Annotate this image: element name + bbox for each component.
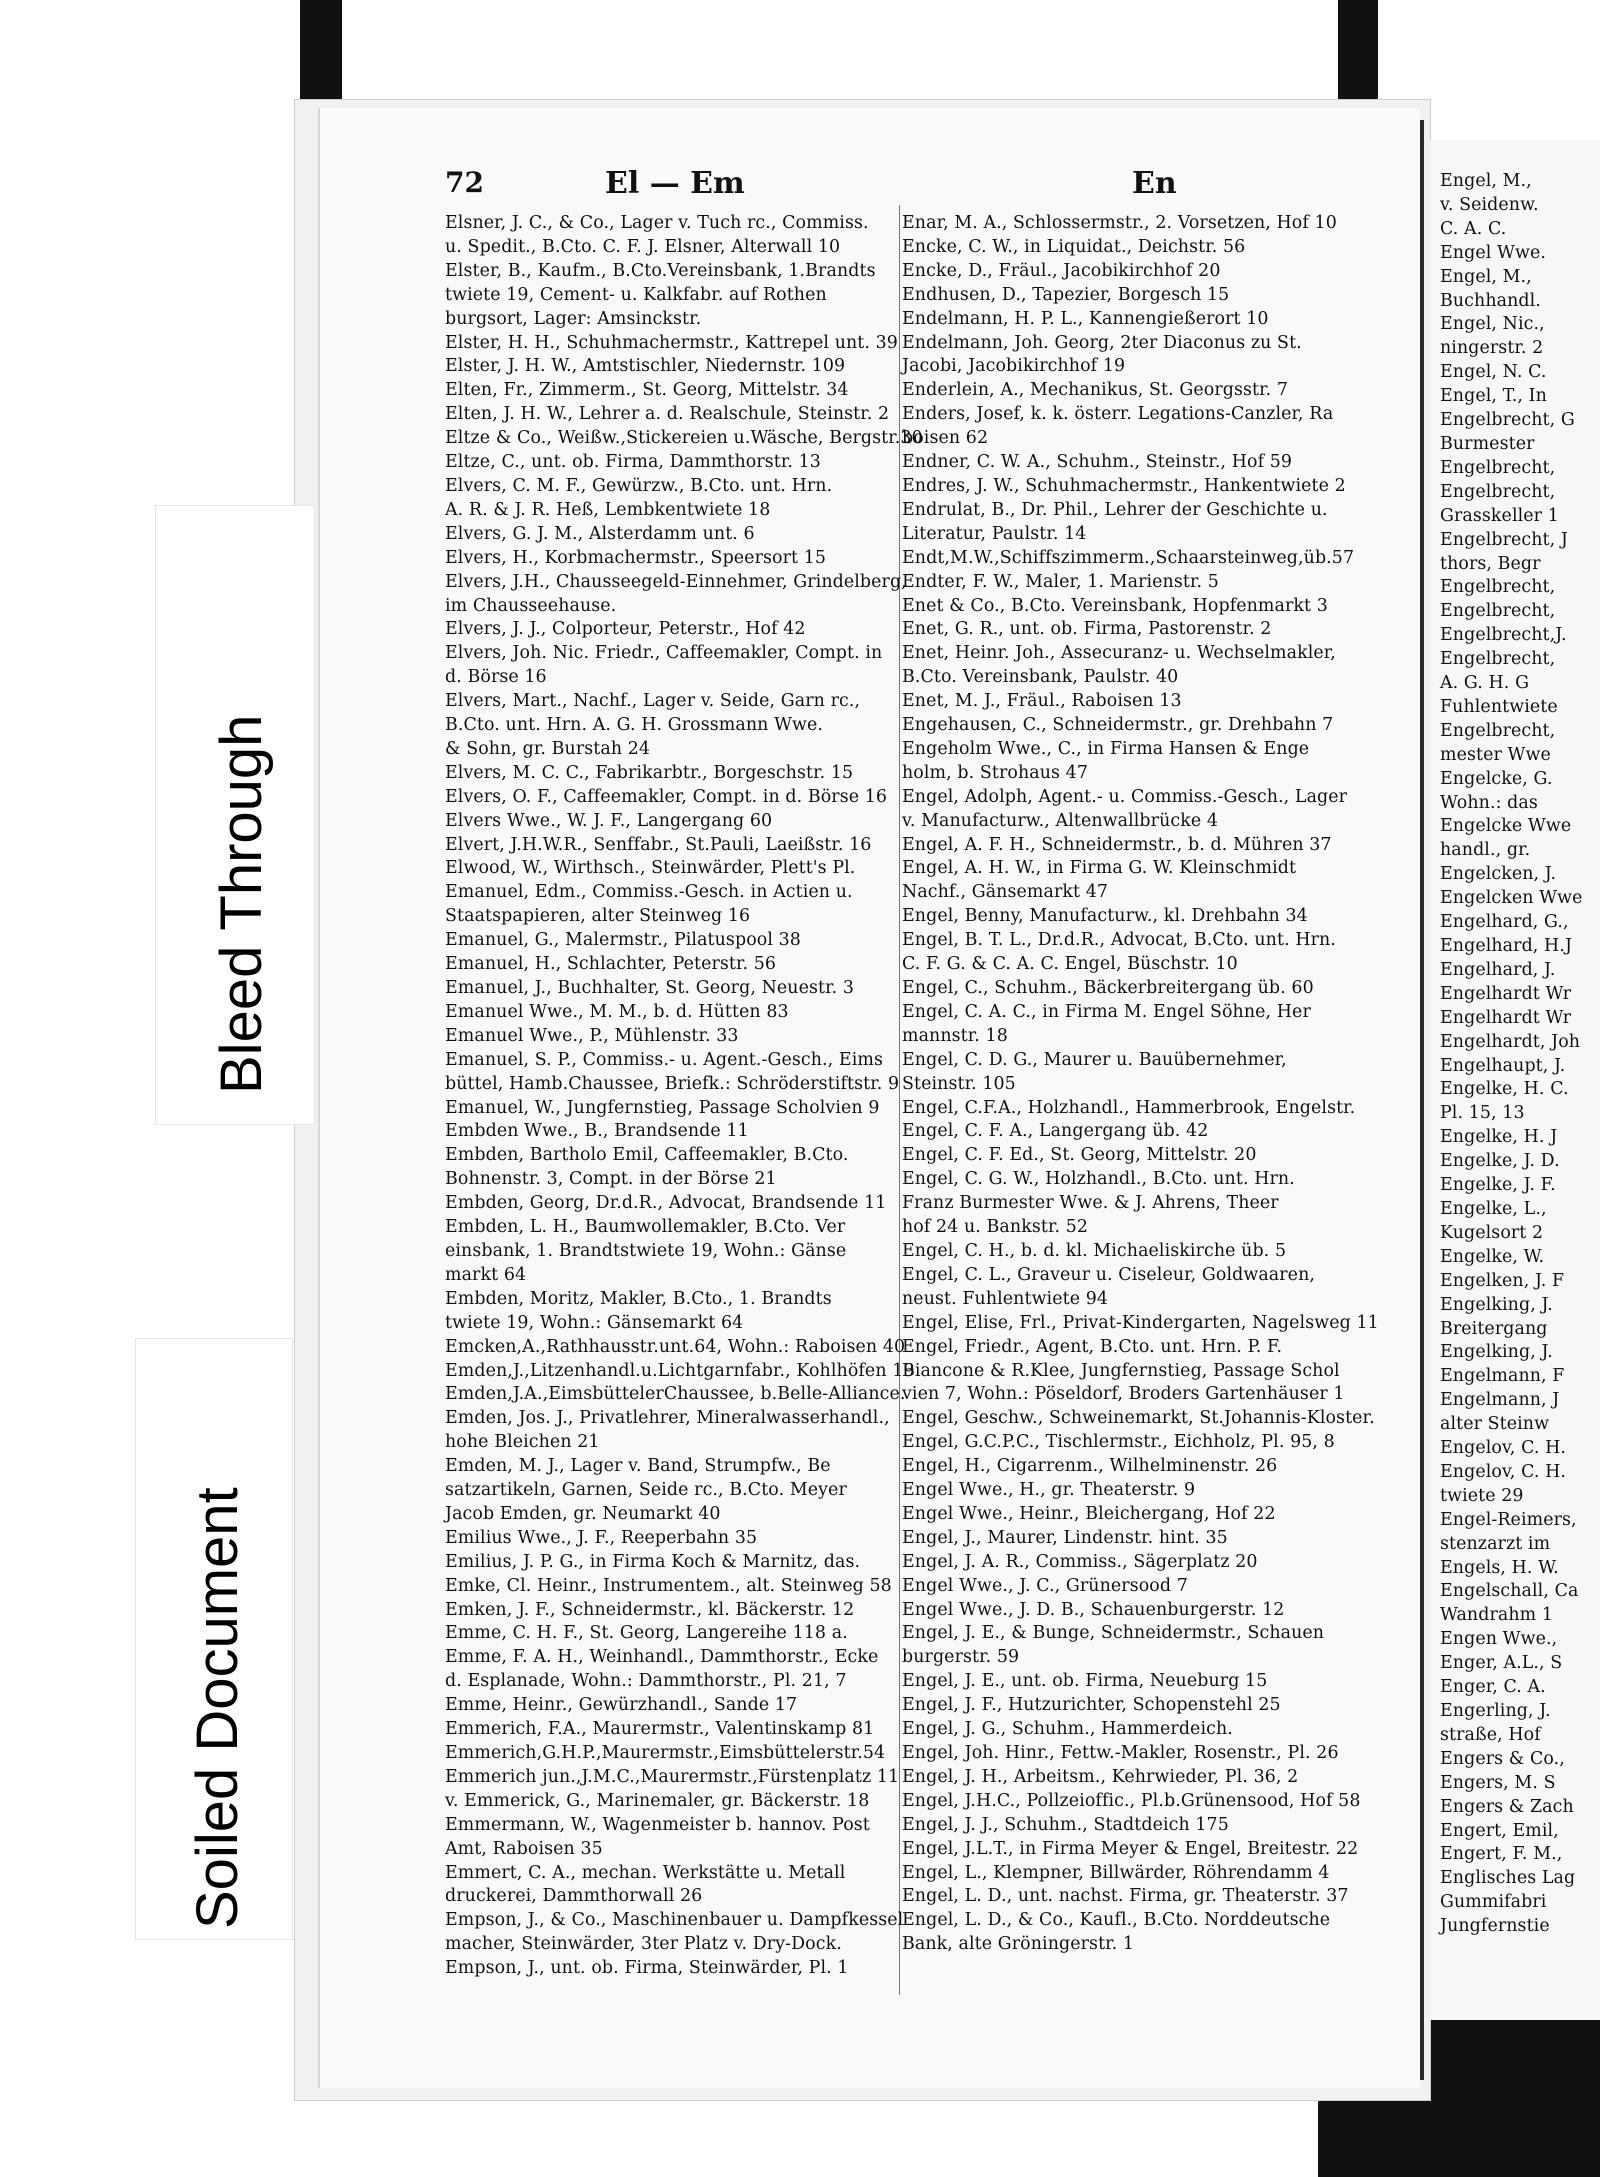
directory-entry-line: Emanuel, Edm., Commiss.-Gesch. in Actien u. — [445, 882, 853, 903]
directory-entry-line: Engelbrecht, — [1440, 577, 1556, 598]
directory-entry-line: Engers & Co., — [1440, 1748, 1565, 1769]
directory-entry-line: Engelking, J. — [1440, 1342, 1553, 1363]
directory-entry-line: twiete 29 — [1440, 1485, 1524, 1506]
directory-entry-line: Engel, J. A. R., Commiss., Sägerplatz 20 — [902, 1551, 1258, 1572]
directory-entry-line: Engelke, J. F. — [1440, 1175, 1556, 1196]
directory-entry-line: neust. Fuhlentwiete 94 — [902, 1288, 1109, 1309]
directory-entry-line: Engelbrecht, — [1440, 481, 1556, 502]
directory-entry-line: Emden, Jos. J., Privatlehrer, Mineralwasserhandl., — [445, 1408, 890, 1429]
directory-entry-line: Engel Wwe., J. D. B., Schauenburgerstr. 12 — [902, 1599, 1285, 1620]
directory-entry-line: C. F. G. & C. A. C. Engel, Büschstr. 10 — [902, 954, 1238, 975]
soiled-document-label — [135, 1338, 293, 1940]
directory-entry-line: Engelke, J. D. — [1440, 1151, 1560, 1172]
directory-entry-line: Embden, Bartholo Emil, Caffeemakler, B.Cto. — [445, 1145, 849, 1166]
directory-entry-line: Engel, J.L.T., in Firma Meyer & Engel, Breitestr. 22 — [902, 1838, 1359, 1859]
directory-entry-line: Elvers, Mart., Nachf., Lager v. Seide, Garn rc., — [445, 691, 861, 712]
directory-entry-line: Engel Wwe., Heinr., Bleichergang, Hof 22 — [902, 1503, 1276, 1524]
directory-entry-line: Encke, C. W., in Liquidat., Deichstr. 56 — [902, 236, 1246, 257]
directory-entry-line: Engeholm Wwe., C., in Firma Hansen & Enge — [902, 738, 1310, 759]
directory-entry-line: Engel, C., Schuhm., Bäckerbreitergang üb. 60 — [902, 978, 1314, 998]
directory-entry-line: Eltze, C., unt. ob. Firma, Dammthorstr. 13 — [445, 452, 821, 473]
directory-entry-line: Engel, C. F. A., Langergang üb. 42 — [902, 1121, 1209, 1142]
directory-entry-line: Engehausen, C., Schneidermstr., gr. Drehbahn 7 — [902, 715, 1334, 736]
directory-entry-line: Engel, C.F.A., Holzhandl., Hammerbrook, Engelstr. — [902, 1097, 1356, 1118]
directory-entry-line: Engel, Adolph, Agent.- u. Commiss.-Gesch., Lager — [902, 786, 1348, 807]
directory-entry-line: Engel, H., Cigarrenm., Wilhelminenstr. 26 — [902, 1456, 1278, 1477]
directory-entry-line: Engel, J. G., Schuhm., Hammerdeich. — [902, 1719, 1233, 1740]
directory-entry-line: Engelke, W. — [1440, 1246, 1545, 1267]
directory-entry-line: Elvers, C. M. F., Gewürzw., B.Cto. unt. Hrn. — [445, 475, 833, 496]
directory-entry-line: Emmerich,G.H.P.,Maurermstr.,Eimsbüttelerstr.54 — [445, 1743, 886, 1763]
directory-entry-line: Engelbrecht, J — [1440, 529, 1568, 550]
directory-entry-line: Endrulat, B., Dr. Phil., Lehrer der Geschichte u. — [902, 499, 1328, 520]
directory-entry-line: Engel, Nic., — [1440, 314, 1545, 335]
directory-entry-line: Elvers, G. J. M., Alsterdamm unt. 6 — [445, 523, 755, 544]
directory-entry-line: Engelmann, F — [1440, 1366, 1565, 1387]
directory-entry-line: Engel, B. T. L., Dr.d.R., Advocat, B.Cto. unt. Hrn. — [902, 930, 1336, 951]
directory-entry-line: Elvers, H., Korbmachermstr., Speersort 15 — [445, 547, 827, 568]
directory-entry-line: Engelbrecht, — [1440, 457, 1556, 478]
directory-entry-line: Engel, Elise, Frl., Privat-Kindergarten, Nagelsweg 11 — [902, 1312, 1379, 1333]
directory-entry-line: B.Cto. Vereinsbank, Paulstr. 40 — [902, 667, 1179, 688]
directory-entry-line: Elster, J. H. W., Amtstischler, Niedernstr. 109 — [445, 356, 846, 377]
directory-entry-line: Engel, Joh. Hinr., Fettw.-Makler, Rosenstr., Pl. 26 — [902, 1743, 1339, 1763]
directory-entry-line: Steinstr. 105 — [902, 1073, 1016, 1094]
directory-entry-line: Engelbrecht, — [1440, 601, 1556, 622]
directory-entry-line: Engers & Zach — [1440, 1796, 1574, 1817]
directory-entry-line: Emanuel, G., Malermstr., Pilatuspool 38 — [445, 930, 801, 951]
directory-entry-line: Franz Burmester Wwe. & J. Ahrens, Theer — [902, 1193, 1279, 1214]
directory-entry-line: burgsort, Lager: Amsinckstr. — [445, 308, 702, 329]
directory-entry-line: Emke, Cl. Heinr., Instrumentem., alt. Steinweg 58 — [445, 1575, 892, 1596]
directory-entry-line: Elvers, Joh. Nic. Friedr., Caffeemakler, Compt. in — [445, 643, 883, 664]
directory-entry-line: handl., gr. — [1440, 840, 1531, 861]
directory-entry-line: Engelhardt Wr — [1440, 1007, 1572, 1028]
directory-entry-line: A. R. & J. R. Heß, Lembkentwiete 18 — [445, 499, 771, 520]
directory-entry-line: Engel, L. D., unt. nachst. Firma, gr. Theaterstr. 37 — [902, 1886, 1349, 1907]
directory-entry-line: Engerling, J. — [1440, 1701, 1551, 1721]
directory-entry-line: B.Cto. unt. Hrn. A. G. H. Grossmann Wwe. — [445, 715, 824, 736]
directory-entry-line: Encke, D., Fräul., Jacobikirchhof 20 — [902, 260, 1221, 281]
directory-entry-line: Engel, M., — [1440, 266, 1532, 287]
directory-entry-line: Enders, Josef, k. k. österr. Legations-Canzler, Ra — [902, 404, 1334, 425]
directory-entry-line: Literatur, Paulstr. 14 — [902, 523, 1087, 544]
directory-entry-line: Englisches Lag — [1440, 1868, 1576, 1889]
directory-entry-line: Endelmann, Joh. Georg, 2ter Diaconus zu St. — [902, 332, 1302, 353]
directory-entry-line: Engelke, L., — [1440, 1198, 1547, 1219]
directory-entry-line: Endhusen, D., Tapezier, Borgesch 15 — [902, 284, 1230, 305]
directory-entry-line: Buchhandl. — [1440, 290, 1541, 311]
directory-entry-line: Enet, M. J., Fräul., Raboisen 13 — [902, 691, 1182, 712]
directory-entry-line: Engel, J. F., Hutzurichter, Schopenstehl 25 — [902, 1695, 1281, 1716]
directory-entry-line: Engert, Emil, — [1440, 1820, 1559, 1841]
directory-entry-line: Elvers, J. J., Colporteur, Peterstr., Hof 42 — [445, 619, 806, 640]
directory-entry-line: Engel-Reimers, — [1440, 1509, 1577, 1530]
directory-entry-line: Empson, J., unt. ob. Firma, Steinwärder, Pl. 1 — [445, 1958, 849, 1979]
directory-entry-line: v. Emmerick, G., Marinemaler, gr. Bäckerstr. 18 — [445, 1790, 870, 1811]
directory-entry-line: Emden,J.,Litzenhandl.u.Lichtgarnfabr., Kohlhöfen 19 — [445, 1360, 915, 1381]
left-column-header: El — Em — [605, 166, 745, 201]
soiled-document-text: Soiled Document — [185, 1487, 250, 1929]
directory-entry-line: Engel Wwe., H., gr. Theaterstr. 9 — [902, 1480, 1196, 1501]
directory-entry-line: Elten, Fr., Zimmerm., St. Georg, Mittelstr. 34 — [445, 380, 849, 401]
directory-entry-line: Engelhard, J. — [1440, 959, 1556, 980]
directory-entry-line: Emme, C. H. F., St. Georg, Langereihe 118 a. — [445, 1623, 848, 1644]
directory-entry-line: druckerei, Dammthorwall 26 — [445, 1886, 703, 1907]
directory-entry-line: holm, b. Strohaus 47 — [902, 762, 1089, 783]
directory-entry-line: Engelcken Wwe — [1440, 888, 1583, 909]
directory-entry-line: Enet, Heinr. Joh., Assecuranz- u. Wechselmakler, — [902, 643, 1336, 664]
bleed-through-text: Bleed Through — [209, 714, 274, 1094]
directory-entry-line: Engel, L., Klempner, Billwärder, Röhrendamm 4 — [902, 1862, 1330, 1883]
directory-entry-line: Engen Wwe., — [1440, 1629, 1558, 1650]
directory-entry-line: Engelov, C. H. — [1440, 1438, 1567, 1459]
directory-entry-line: Engel, J. J., Schuhm., Stadtdeich 175 — [902, 1814, 1229, 1835]
directory-entry-line: Elvers Wwe., W. J. F., Langergang 60 — [445, 810, 773, 831]
directory-entry-line: u. Spedit., B.Cto. C. F. J. Elsner, Alterwall 10 — [445, 236, 841, 257]
directory-entry-line: Breitergang — [1440, 1318, 1548, 1339]
directory-entry-line: Engers, M. S — [1440, 1772, 1556, 1793]
directory-entry-line: Engel, J. E., unt. ob. Firma, Neueburg 15 — [902, 1671, 1268, 1692]
directory-entry-line: & Sohn, gr. Burstah 24 — [445, 738, 651, 759]
directory-entry-line: Fuhlentwiete — [1440, 696, 1558, 717]
directory-entry-line: Emilius, J. P. G., in Firma Koch & Marnitz, das. — [445, 1551, 861, 1572]
directory-entry-line: Engel, C. A. C., in Firma M. Engel Söhne, Her — [902, 1001, 1311, 1022]
directory-entry-line: Engel, L. D., & Co., Kaufl., B.Cto. Norddeutsche — [902, 1910, 1331, 1931]
directory-entry-line: Engel, Geschw., Schweinemarkt, St.Johannis-Kloster. — [902, 1408, 1375, 1429]
directory-entry-line: Engel, C. L., Graveur u. Ciseleur, Goldwaaren, — [902, 1264, 1316, 1285]
directory-entry-line: Elvert, J.H.W.R., Senffabr., St.Pauli, Laeißstr. 16 — [445, 834, 872, 855]
directory-entry-line: Endt,M.W.,Schiffszimmerm.,Schaarsteinweg,üb.57 — [902, 547, 1355, 568]
directory-entry-line: Enet & Co., B.Cto. Vereinsbank, Hopfenmarkt 3 — [902, 595, 1328, 616]
directory-entry-line: Elvers, J.H., Chausseegeld-Einnehmer, Grindelberg, — [445, 571, 907, 592]
directory-entry-line: Elster, H. H., Schuhmachermstr., Kattrepel unt. 39 — [445, 332, 898, 353]
directory-entry-line: twiete 19, Cement- u. Kalkfabr. auf Rothen — [445, 284, 827, 305]
directory-entry-line: Engel, Benny, Manufacturw., kl. Drehbahn 34 — [902, 906, 1308, 927]
directory-entry-line: Enger, A.L., S — [1440, 1653, 1563, 1674]
directory-entry-line: Engert, F. M., — [1440, 1844, 1563, 1865]
directory-entry-line: Jacob Emden, gr. Neumarkt 40 — [445, 1503, 721, 1524]
directory-entry-line: Engelke, H. J — [1440, 1127, 1558, 1148]
directory-entry-line: Engel, J.H.C., Pollzeioffic., Pl.b.Grünensood, Hof 58 — [902, 1790, 1361, 1811]
directory-entry-line: mester Wwe — [1440, 744, 1551, 765]
directory-entry-line: Burmester — [1440, 433, 1535, 454]
directory-entry-line: satzartikeln, Garnen, Seide rc., B.Cto. Meyer — [445, 1480, 847, 1501]
directory-entry-line: Emmerich, F.A., Maurermstr., Valentinskamp 81 — [445, 1719, 875, 1740]
directory-entry-line: Engelhardt, Joh — [1440, 1031, 1581, 1052]
directory-entry-line: Emanuel Wwe., P., Mühlenstr. 33 — [445, 1025, 739, 1046]
directory-entry-line: Engel, J. E., & Bunge, Schneidermstr., Schauen — [902, 1623, 1325, 1644]
directory-entry-line: Endter, F. W., Maler, 1. Marienstr. 5 — [902, 571, 1219, 592]
next-page-fragment — [1430, 140, 1600, 2020]
directory-entry-line: Nachf., Gänsemarkt 47 — [902, 882, 1109, 903]
directory-entry-line: Emden,J.A.,EimsbüttelerChaussee, b.Belle-Alliance. — [445, 1384, 906, 1405]
directory-entry-line: Bohnenstr. 3, Compt. in der Börse 21 — [445, 1169, 777, 1190]
directory-entry-line: büttel, Hamb.Chaussee, Briefk.: Schröderstiftstr. 9 — [445, 1073, 900, 1094]
directory-entry-line: Embden, Moritz, Makler, B.Cto., 1. Brandts — [445, 1288, 832, 1309]
directory-entry-line: Empson, J., & Co., Maschinenbauer u. Dampfkessel — [445, 1910, 904, 1931]
directory-entry-line: Engel, J. H., Arbeitsm., Kehrwieder, Pl. 36, 2 — [902, 1766, 1299, 1787]
directory-entry-line: einsbank, 1. Brandtstwiete 19, Wohn.: Gänse — [445, 1240, 847, 1261]
directory-entry-line: C. A. C. — [1440, 218, 1507, 239]
page-gutter — [1420, 120, 1424, 2080]
directory-entry-line: Engel Wwe., J. C., Grünersood 7 — [902, 1575, 1188, 1596]
directory-entry-line: boisen 62 — [902, 428, 989, 449]
directory-entry-line: Kugelsort 2 — [1440, 1222, 1544, 1243]
directory-entry-line: Engels, H. W. — [1440, 1557, 1559, 1578]
directory-entry-line: Emanuel, H., Schlachter, Peterstr. 56 — [445, 954, 777, 975]
directory-entry-line: Gummifabri — [1440, 1892, 1547, 1913]
directory-entry-line: Emken, J. F., Schneidermstr., kl. Bäckerstr. 12 — [445, 1599, 855, 1620]
directory-entry-line: Engel, M., — [1440, 171, 1532, 191]
directory-entry-line: Elwood, W., Wirthsch., Steinwärder, Plett's Pl. — [445, 858, 856, 879]
directory-entry-line: Biancone & R.Klee, Jungfernstieg, Passage Schol — [902, 1360, 1340, 1381]
page-number: 72 — [445, 166, 484, 199]
directory-entry-line: Emanuel, S. P., Commiss.- u. Agent.-Gesch., Eims — [445, 1049, 884, 1070]
directory-entry-line: thors, Begr — [1440, 553, 1541, 574]
directory-entry-line: Bank, alte Gröningerstr. 1 — [902, 1934, 1135, 1955]
directory-entry-line: Emmert, C. A., mechan. Werkstätte u. Metall — [445, 1862, 846, 1883]
directory-entry-line: Engelov, C. H. — [1440, 1461, 1567, 1482]
directory-entry-line: Engelhardt Wr — [1440, 983, 1572, 1004]
directory-entry-line: Engel, A. H. W., in Firma G. W. Kleinschmidt — [902, 858, 1297, 879]
directory-entry-line: Engelke, H. C. — [1440, 1079, 1569, 1100]
directory-entry-line: Engelcken, J. — [1440, 864, 1557, 885]
directory-entry-line: Elster, B., Kaufm., B.Cto.Vereinsbank, 1.Brandts — [445, 260, 876, 281]
directory-entry-line: Grasskeller 1 — [1440, 505, 1559, 526]
directory-entry-line: straße, Hof — [1440, 1724, 1541, 1745]
bleed-through-label — [155, 505, 315, 1125]
directory-entry-line: Enet, G. R., unt. ob. Firma, Pastorenstr. 2 — [902, 619, 1272, 640]
directory-entry-line: markt 64 — [445, 1264, 527, 1285]
directory-entry-line: Endelmann, H. P. L., Kannengießerort 10 — [902, 308, 1269, 329]
left-column — [445, 212, 923, 1981]
directory-entry-line: Engel, Friedr., Agent, B.Cto. unt. Hrn. P. F. — [902, 1336, 1283, 1357]
directory-entry-line: Engelhaupt, J. — [1440, 1055, 1566, 1076]
directory-entry-line: Amt, Raboisen 35 — [445, 1838, 603, 1859]
directory-entry-line: Engel, J., Maurer, Lindenstr. hint. 35 — [902, 1527, 1228, 1548]
directory-entry-line: mannstr. 18 — [902, 1025, 1008, 1046]
directory-entry-line: d. Esplanade, Wohn.: Dammthorstr., Pl. 21, 7 — [445, 1671, 847, 1692]
directory-entry-line: Emilius Wwe., J. F., Reeperbahn 35 — [445, 1527, 758, 1548]
directory-entry-line: Elvers, O. F., Caffeemakler, Compt. in d. Börse 16 — [445, 786, 888, 807]
directory-entry-line: Engelken, J. F — [1440, 1270, 1565, 1291]
directory-entry-line: Emanuel, J., Buchhalter, St. Georg, Neuestr. 3 — [445, 978, 855, 998]
directory-entry-line: Emmermann, W., Wagenmeister b. hannov. Post — [445, 1814, 870, 1835]
directory-entry-line: Jungfernstie — [1440, 1916, 1550, 1937]
directory-entry-line: stenzarzt im — [1440, 1533, 1551, 1554]
directory-entry-line: Engelbrecht, G — [1440, 410, 1575, 431]
directory-entry-line: v. Manufacturw., Altenwallbrücke 4 — [902, 810, 1219, 831]
directory-entry-line: alter Steinw — [1440, 1414, 1550, 1435]
directory-entry-line: Engelcke Wwe — [1440, 816, 1572, 837]
directory-entry-line: Emanuel Wwe., M. M., b. d. Hütten 83 — [445, 1001, 789, 1022]
directory-entry-line: Emme, Heinr., Gewürzhandl., Sande 17 — [445, 1695, 798, 1716]
directory-entry-line: Engelmann, J — [1440, 1390, 1560, 1411]
next-page-column — [1440, 170, 1600, 1939]
directory-entry-line: Engelhard, G., — [1440, 912, 1569, 933]
directory-entry-line: Embden, Georg, Dr.d.R., Advocat, Brandsende 11 — [445, 1193, 887, 1214]
directory-entry-line: Endres, J. W., Schuhmachermstr., Hankentwiete 2 — [902, 475, 1346, 496]
directory-entry-line: Emmerich jun.,J.M.C.,Maurermstr.,Fürstenplatz 11 — [445, 1766, 900, 1787]
directory-entry-line: hof 24 u. Bankstr. 52 — [902, 1217, 1089, 1238]
directory-entry-line: Engel Wwe. — [1440, 242, 1546, 263]
right-column — [902, 212, 1379, 1957]
directory-entry-line: macher, Steinwärder, 3ter Platz v. Dry-Dock. — [445, 1934, 842, 1955]
directory-entry-line: Wandrahm 1 — [1440, 1605, 1554, 1626]
directory-entry-line: Embden Wwe., B., Brandsende 11 — [445, 1121, 749, 1142]
directory-entry-line: Engelbrecht, — [1440, 649, 1556, 670]
directory-entry-line: Emme, F. A. H., Weinhandl., Dammthorstr., Ecke — [445, 1647, 879, 1668]
directory-entry-line: twiete 19, Wohn.: Gänsemarkt 64 — [445, 1312, 744, 1333]
directory-entry-line: Enger, C. A. — [1440, 1677, 1546, 1698]
scan-border-top-left — [300, 0, 342, 110]
directory-entry-line: Engelschall, Ca — [1440, 1581, 1579, 1602]
directory-entry-line: Elsner, J. C., & Co., Lager v. Tuch rc., Commiss. — [445, 213, 869, 233]
directory-entry-line: hohe Bleichen 21 — [445, 1432, 600, 1453]
directory-entry-line: Elten, J. H. W., Lehrer a. d. Realschule, Steinstr. 2 — [445, 404, 890, 425]
directory-entry-line: Engel, C. G. W., Holzhandl., B.Cto. unt. Hrn. — [902, 1169, 1295, 1190]
directory-entry-line: Engel, A. F. H., Schneidermstr., b. d. Mühren 37 — [902, 834, 1332, 855]
directory-entry-line: Engelbrecht, — [1440, 720, 1556, 741]
directory-entry-line: Staatspapieren, alter Steinweg 16 — [445, 906, 751, 927]
directory-entry-line: Engelking, J. — [1440, 1294, 1553, 1315]
directory-entry-line: Emden, M. J., Lager v. Band, Strumpfw., Be — [445, 1456, 831, 1477]
directory-entry-line: vien 7, Wohn.: Pöseldorf, Broders Gartenhäuser 1 — [902, 1384, 1345, 1405]
directory-entry-line: Engel, C. D. G., Maurer u. Bauübernehmer, — [902, 1049, 1287, 1070]
directory-entry-line: Engelcke, G. — [1440, 768, 1553, 789]
directory-entry-line: im Chausseehause. — [445, 595, 617, 616]
directory-entry-line: Pl. 15, 13 — [1440, 1103, 1525, 1124]
directory-entry-line: burgerstr. 59 — [902, 1647, 1020, 1668]
directory-entry-line: d. Börse 16 — [445, 667, 547, 688]
directory-entry-line: Elvers, M. C. C., Fabrikarbtr., Borgeschstr. 15 — [445, 762, 854, 783]
directory-entry-line: Engelbrecht,J. — [1440, 625, 1567, 646]
directory-entry-line: A. G. H. G — [1440, 673, 1530, 694]
directory-entry-line: v. Seidenw. — [1440, 194, 1539, 215]
directory-entry-line: Embden, L. H., Baumwollemakler, B.Cto. Ver — [445, 1217, 846, 1238]
right-column-header: En — [1132, 166, 1177, 201]
directory-entry-line: Engel, T., In — [1440, 386, 1547, 407]
directory-entry-line: Emanuel, W., Jungfernstieg, Passage Scholvien 9 — [445, 1097, 880, 1118]
directory-entry-line: Engel, G.C.P.C., Tischlermstr., Eichholz, Pl. 95, 8 — [902, 1432, 1335, 1453]
directory-entry-line: Enderlein, A., Mechanikus, St. Georgsstr. 7 — [902, 380, 1289, 401]
directory-entry-line: ningerstr. 2 — [1440, 338, 1544, 359]
directory-entry-line: Emcken,A.,Rathhausstr.unt.64, Wohn.: Raboisen 40 — [445, 1336, 906, 1357]
directory-entry-line: Engelhard, H.J — [1440, 936, 1573, 956]
directory-entry-line: Engel, N. C. — [1440, 362, 1547, 383]
directory-entry-line: Enar, M. A., Schlossermstr., 2. Vorsetzen, Hof 10 — [902, 213, 1337, 233]
directory-entry-line: Wohn.: das — [1440, 792, 1538, 813]
directory-entry-line: Jacobi, Jacobikirchhof 19 — [902, 356, 1126, 377]
directory-entry-line: Endner, C. W. A., Schuhm., Steinstr., Hof 59 — [902, 452, 1293, 473]
directory-entry-line: Engel, C. F. Ed., St. Georg, Mittelstr. 20 — [902, 1145, 1257, 1166]
directory-entry-line: Engel, C. H., b. d. kl. Michaeliskirche üb. 5 — [902, 1240, 1287, 1261]
directory-entry-line: Eltze & Co., Weißw.,Stickereien u.Wäsche, Bergstr.30 — [445, 428, 923, 449]
